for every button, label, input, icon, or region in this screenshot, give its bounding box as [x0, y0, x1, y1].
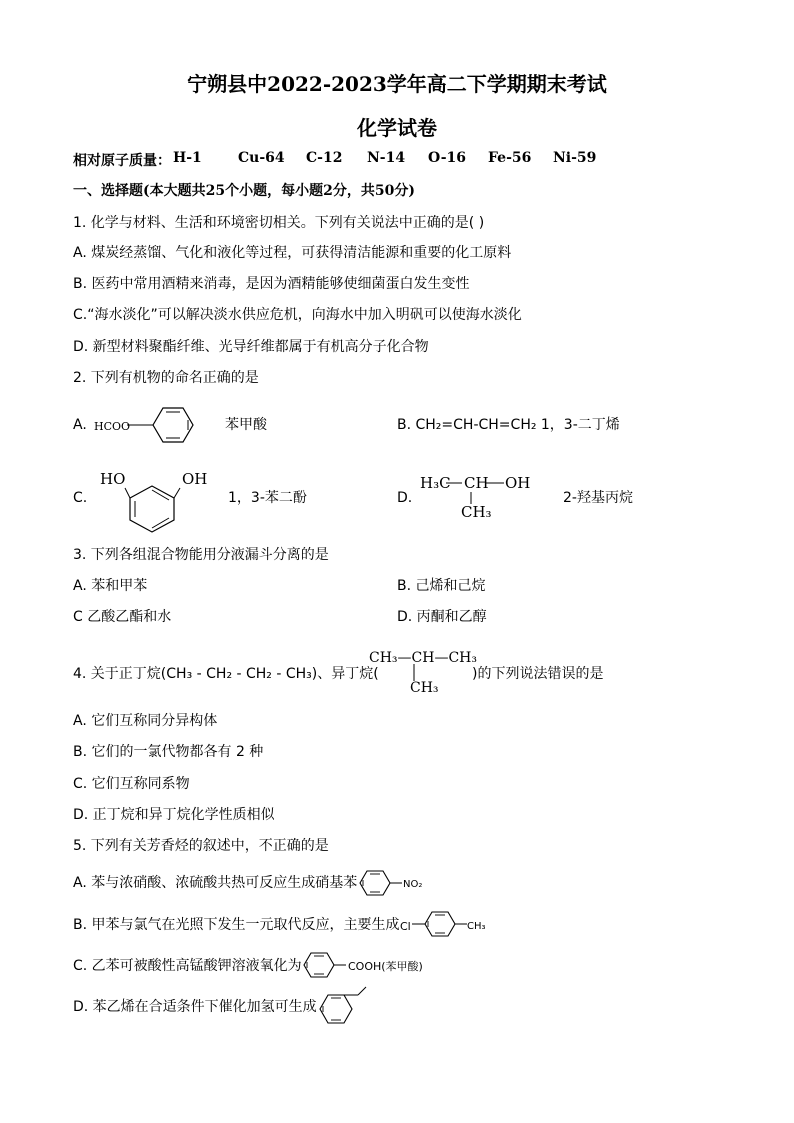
question-2-option-d-name: 2-羟基丙烷	[563, 490, 633, 506]
question-2-option-a-name: 苯甲酸	[225, 417, 267, 433]
isopropanol-bonds	[446, 474, 508, 506]
atomic-mass-item: N-14	[367, 150, 406, 166]
atomic-mass-item: Ni-59	[553, 150, 597, 166]
isobutane-bottom: CH₃	[410, 680, 439, 696]
atomic-mass-item: O-16	[428, 150, 467, 166]
question-2-option-d-ch: CH	[464, 474, 489, 492]
chlorotoluene-diagram	[411, 907, 473, 941]
atomic-mass-item: C-12	[306, 150, 343, 166]
resorcinol-ring-diagram	[108, 484, 188, 534]
question-4-stem-start: 4. 关于正丁烷(CH₃ - CH₂ - CH₂ - CH₃)、异丁烷(	[73, 666, 379, 682]
question-2-option-a-formula: HCOO	[94, 420, 131, 433]
question-2-option-d-label: D.	[397, 490, 413, 506]
question-2-option-a-label: A.	[73, 417, 87, 433]
question-3-option-a: A. 苯和甲苯	[73, 578, 148, 594]
methyl-group: CH₃	[467, 921, 486, 932]
exam-subtitle: 化学试卷	[357, 116, 437, 140]
question-1-option-b: B. 医药中常用酒精来消毒，是因为酒精能够使细菌蛋白发生变性	[73, 276, 470, 292]
question-4-stem-end: )的下列说法错误的是	[472, 666, 604, 682]
exam-title: 宁朔县中2022-2023学年高二下学期期末考试	[187, 72, 607, 96]
benzene-ring-diagram	[125, 400, 195, 452]
question-3-option-b: B. 己烯和己烷	[397, 578, 486, 594]
question-1-option-c: C.“海水淡化”可以解决淡水供应危机，向海水中加入明矾可以使海水淡化	[73, 307, 522, 323]
question-2-option-c-label: C.	[73, 490, 88, 506]
isobutane-top: CH₃—CH—CH₃	[369, 650, 477, 666]
question-5-option-b: B. 甲苯与氯气在光照下发生一元取代反应，主要生成	[73, 917, 400, 933]
ethylbenzene-diagram	[316, 985, 376, 1027]
question-1-option-a: A. 煤炭经蒸馏、气化和液化等过程，可获得清洁能源和重要的化工原料	[73, 245, 512, 261]
question-2-option-c-oh: OH	[182, 470, 208, 488]
question-4-option-b: B. 它们的一氯代物都各有 2 种	[73, 744, 264, 760]
benzoic-acid-diagram	[300, 948, 350, 982]
question-4-option-d: D. 正丁烷和异丁烷化学性质相似	[73, 807, 275, 823]
question-2-option-d-oh: OH	[505, 474, 531, 492]
question-2-option-d-ch3: CH₃	[461, 503, 492, 521]
question-3-stem: 3. 下列各组混合物能用分液漏斗分离的是	[73, 547, 329, 563]
question-5-option-c: C. 乙苯可被酸性高锰酸钾溶液氧化为	[73, 958, 302, 974]
question-2-stem: 2. 下列有机物的命名正确的是	[73, 370, 259, 386]
question-2-option-c-ho: HO	[100, 470, 126, 488]
question-3-option-d: D. 丙酮和乙醇	[397, 609, 487, 625]
question-2-option-c-name: 1，3-苯二酚	[228, 490, 307, 506]
nitro-group: NO₂	[403, 879, 423, 890]
atomic-mass-item: H-1	[173, 150, 202, 166]
question-2-option-d-h3c: H₃C	[420, 474, 451, 492]
section-heading: 一、选择题(本大题共25个小题，每小题2分，共50分)	[73, 183, 415, 199]
question-1-option-d: D. 新型材料聚酯纤维、光导纤维都属于有机高分子化合物	[73, 339, 429, 355]
question-4-option-a: A. 它们互称同分异构体	[73, 713, 218, 729]
question-3-option-c: C 乙酸乙酯和水	[73, 609, 172, 625]
question-5-option-d: D. 苯乙烯在合适条件下催化加氢可生成	[73, 999, 317, 1015]
question-1-stem: 1. 化学与材料、生活和环境密切相关。下列有关说法中正确的是( )	[73, 215, 485, 231]
atomic-mass-label: 相对原子质量：	[73, 153, 171, 169]
question-2-option-b: B. CH₂=CH-CH=CH₂ 1，3-二丁烯	[397, 417, 620, 433]
atomic-mass-item: Fe-56	[488, 150, 532, 166]
question-4-option-c: C. 它们互称同系物	[73, 776, 190, 792]
chloro-group: Cl	[400, 920, 411, 933]
question-5-option-a: A. 苯与浓硝酸、浓硫酸共热可反应生成硝基苯	[73, 875, 358, 891]
atomic-mass-item: Cu-64	[238, 150, 285, 166]
nitrobenzene-diagram	[356, 866, 408, 900]
question-5-stem: 5. 下列有关芳香烃的叙述中，不正确的是	[73, 838, 329, 854]
carboxyl-group: COOH(苯甲酸)	[348, 960, 423, 973]
